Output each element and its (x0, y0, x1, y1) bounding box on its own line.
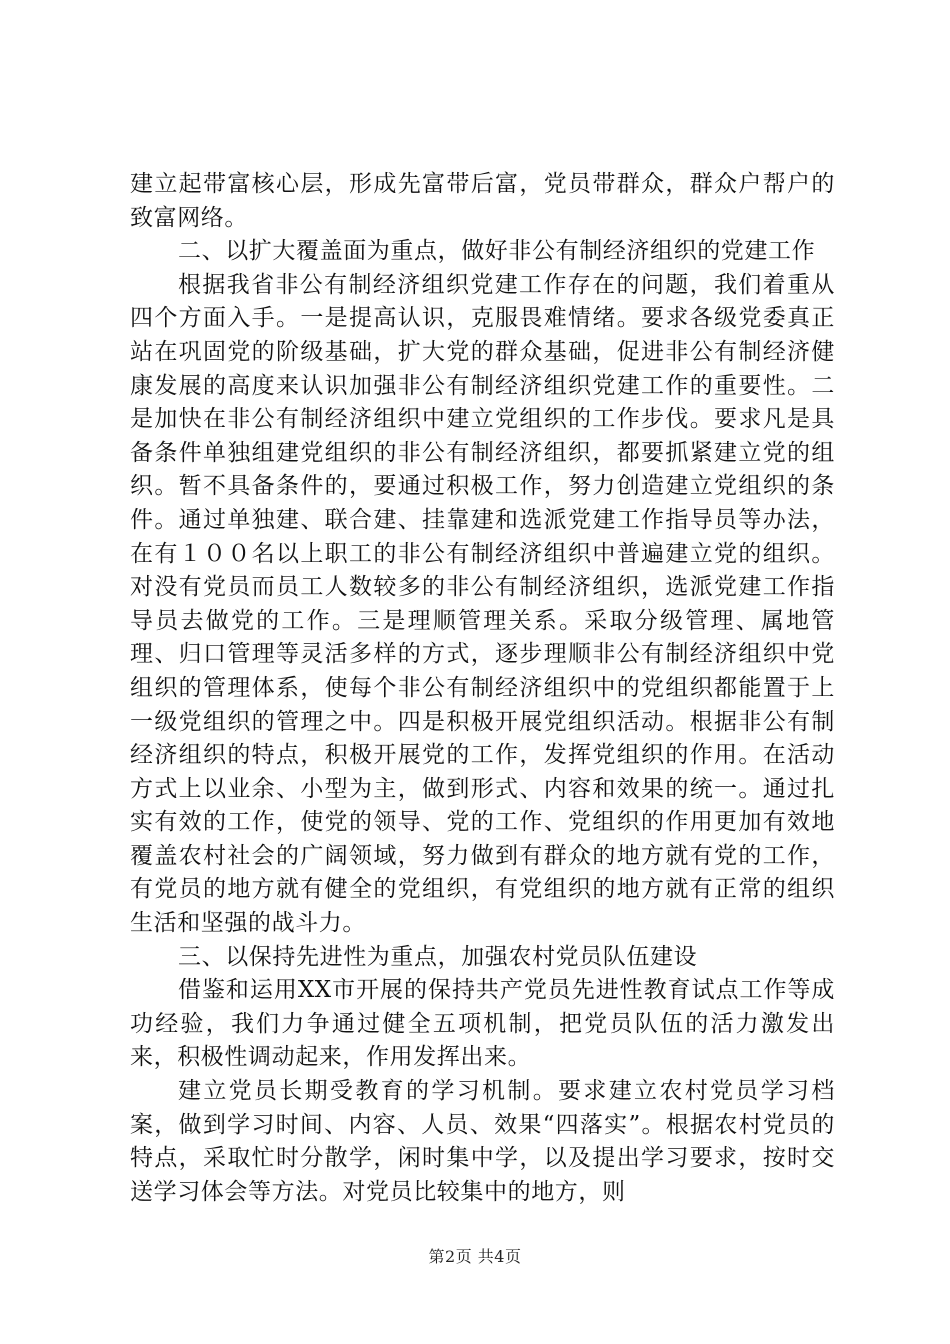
document-body (130, 168, 835, 1209)
section-heading-2: 二、以扩大覆盖面为重点，做好非公有制经济组织的党建工作 (178, 238, 816, 265)
section-heading-3: 三、以保持先进性为重点，加强农村党员队伍建设 (178, 943, 698, 970)
paragraph-advanced-nature: 借鉴和运用XX市开展的保持共产党员先进性教育试点工作等成功经验，我们力争通过健全五项机制，把党员队伍的活力激发出来，积极性调动起来，作用发挥出来。 (130, 977, 835, 1071)
page-number-footer: 第2页 共4页 (428, 1247, 522, 1266)
paragraph-continuation: 建立起带富核心层，形成先富带后富，党员带群众，群众户帮户的致富网络。 (130, 171, 835, 231)
paragraph-learning-mechanism: 建立党员长期受教育的学习机制。要求建立农村党员学习档案，做到学习时间、内容、人员、效果“四落实”。根据农村党员的特点，采取忙时分散学，闲时集中学，以及提出学习要求，按时交送学习体会等方法。对党员比较集中的地方，则 (130, 1078, 835, 1205)
paragraph-non-public-party-building: 根据我省非公有制经济组织党建工作存在的问题，我们着重从四个方面入手。一是提高认识，克服畏难情绪。要求各级党委真正站在巩固党的阶级基础，扩大党的群众基础，促进非公有制经济健康发展的高度来认识加强非公有制经济组织党建工作的重要性。二是加快在非公有制经济组织中建立党组织的工作步伐。要求凡是具备条件单独组建党组织的非公有制经济组织，都要抓紧建立党的组织。暂不具备条件的，要通过积极工作，努力创造建立党组织的条件。通过单独建、联合建、挂靠建和选派党建工作指导员等办法，在有１００名以上职工的非公有制经济组织中普遍建立党的组织。对没有党员而员工人数较多的非公有制经济组织，选派党建工作指导员去做党的工作。三是理顺管理关系。采取分级管理、属地管理、归口管理等灵活多样的方式，逐步理顺非公有制经济组织中党组织的管理体系，使每个非公有制经济组织中的党组织都能置于上一级党组织的管理之中。四是积极开展党组织活动。根据非公有制经济组织的特点，积极开展党的工作，发挥党组织的作用。在活动方式上以业余、小型为主，做到形式、内容和效果的统一。通过扎实有效的工作，使党的领导、党的工作、党组织的作用更加有效地覆盖农村社会的广阔领域，努力做到有群众的地方就有党的工作，有党员的地方就有健全的党组织，有党组织的地方就有正常的组织生活和坚强的战斗力。 (130, 271, 835, 937)
